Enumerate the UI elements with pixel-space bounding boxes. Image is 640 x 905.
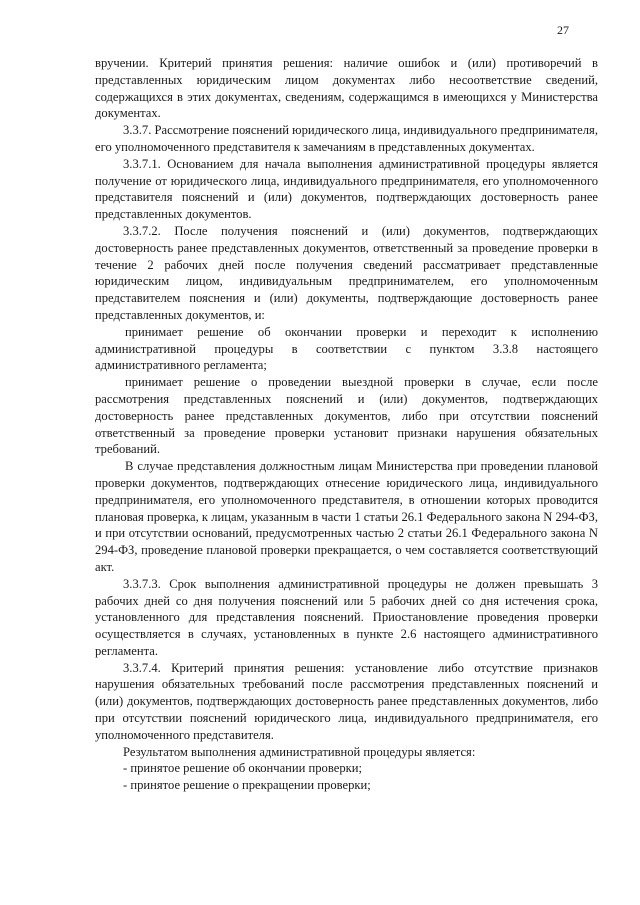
page-number: 27: [557, 23, 569, 37]
paragraph: 3.3.7.3. Срок выполнения административной процедуры не должен превышать 3 рабочих дней со дня получения пояснений или 5 рабочих дней со дня истечения срока, установленного для представления пояснений. Приостановление проведения проверки осуществляется в случаях, установленных в пункте 2.6 настоящего административного регламента.: [95, 576, 598, 658]
paragraph: вручении. Критерий принятия решения: наличие ошибок и (или) противоречий в представленных юридическим лицом документах либо несоответствие сведений, содержащихся в этих документах, сведениям, содержащимся в имеющихся у Министерства документах.: [95, 56, 598, 121]
paragraph: 3.3.7.4. Критерий принятия решения: установление либо отсутствие признаков нарушения обязательных требований после рассмотрения представленных пояснений и (или) документов, подтверждающих достоверность ранее представленных документов, либо при отсутствии пояснений юридического лица, индивидуального предпринимателя, его уполномоченного представителя.: [95, 660, 598, 742]
paragraph: Результатом выполнения административной процедуры является:: [123, 744, 476, 759]
list-item: - принятое решение об окончании проверки;: [123, 761, 362, 776]
paragraph: В случае представления должностным лицам Министерства при проведении плановой проверки документов, подтверждающих отнесение юридического лица, индивидуального предпринимателя, его уполномоченного представителя, в отношении которых проводится плановая проверка, к лицам, указанным в части 1 статьи 26.1 Федерального закона N 294-ФЗ, и при отсутствии оснований, предусмотренных частью 2 статьи 26.1 Федерального закона N 294-ФЗ, проведение плановой проверки прекращается, о чем составляется соответствующий акт.: [95, 459, 598, 574]
paragraph: 3.3.7.2. После получения пояснений и (или) документов, подтверждающих достоверность ранее представленных документов, ответственный за проведение проверки в течение 2 рабочих дней после получения сведений рассматривает представленные юридическим лицом, индивидуальным предпринимателем, его уполномоченным представителем пояснения и (или) документы, подтверждающие достоверность ранее представленных документов, и:: [95, 223, 598, 322]
paragraph: 3.3.7. Рассмотрение пояснений юридического лица, индивидуального предпринимателя, его уполномоченного представителя к замечаниям в представленных документах.: [95, 123, 598, 154]
paragraph: принимает решение об окончании проверки и переходит к исполнению административной процедуры в соответствии с пунктом 3.3.8 настоящего административного регламента;: [95, 324, 598, 373]
list-item: - принятое решение о прекращении проверки;: [123, 778, 371, 793]
paragraph: принимает решение о проведении выездной проверки в случае, если после рассмотрения представленных пояснений и (или) документов, подтверждающих достоверность ранее представленных документов, либо при отсутствии пояснений ответственный за проведение проверки установит признаки нарушения обязательных требований.: [95, 375, 598, 457]
paragraph: 3.3.7.1. Основанием для начала выполнения административной процедуры является получение от юридического лица, индивидуального предпринимателя, его уполномоченного представителя пояснений и (или) документов, подтверждающих достоверность ранее представленных документов.: [95, 156, 598, 222]
document-body: [95, 55, 598, 794]
